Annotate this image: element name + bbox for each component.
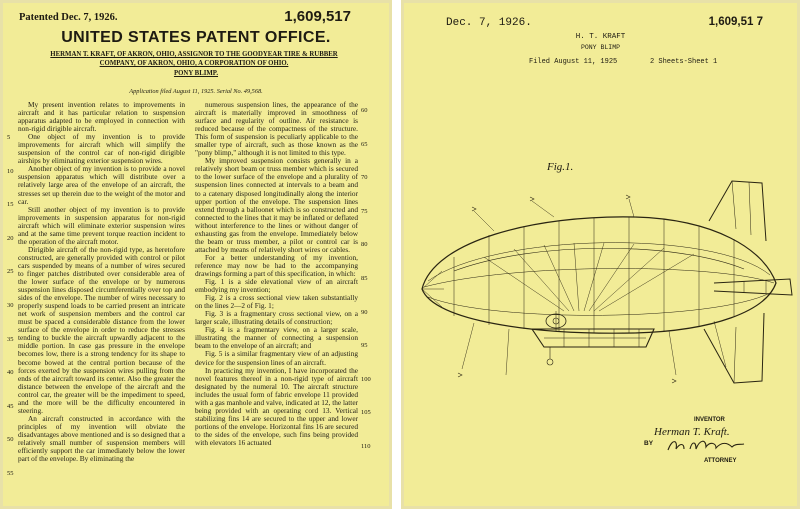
line-number: 90 xyxy=(361,308,368,316)
envelope-outline xyxy=(422,217,776,333)
horizontal-fin xyxy=(714,279,792,295)
paragraph: One object of my invention is to provide improvements for aircraft which will simplify the suspension of the control car of non-rigid dirigible airships by eliminating exterior suspension wires. xyxy=(18,132,185,166)
line-number: 105 xyxy=(361,409,371,417)
line-number: 95 xyxy=(361,342,368,350)
office-heading: UNITED STATES PATENT OFFICE. xyxy=(61,29,331,46)
line-number: 20 xyxy=(7,234,14,242)
paragraph: Fig. 3 is a fragmentary cross sectional view, on a larger scale, illustrating details of construction; xyxy=(195,309,358,327)
invention-title: PONY BLIMP. xyxy=(173,70,219,77)
line-number: 35 xyxy=(7,335,14,343)
drawing-date: Dec. 7, 1926. xyxy=(446,17,532,29)
line-number: 55 xyxy=(7,470,14,477)
line-number: 45 xyxy=(7,402,14,410)
paragraph: An aircraft constructed in accordance with the principles of my invention will obviate the disadvantages above mentioned and is so designed that a relatively small number of suspension members will efficiently support the car immediately below the lower part of the envelope. By eliminating the xyxy=(18,413,185,464)
line-number: 15 xyxy=(7,201,14,209)
patent-date: Patented Dec. 7, 1926. xyxy=(19,12,118,23)
line-number: 10 xyxy=(7,167,14,175)
paragraph: numerous suspension lines, the appearance of the aircraft is materially improved in smoothness of surface and regularity of outline. Air resistance is reduced because of the compactness of the structure. This form of suspension is peculiarly applicable to the smaller type of aircraft, such as those known as the "pony blimp," although it is not limited to this type. xyxy=(195,100,358,158)
control-car xyxy=(532,311,654,365)
filing-line: Application filed August 11, 1925. Serial No. 49,568. xyxy=(129,88,263,95)
by-label: BY xyxy=(644,440,654,447)
paragraph: Fig. 1 is a side elevational view of an aircraft embodying my invention; xyxy=(195,277,358,295)
line-number: 70 xyxy=(361,174,368,182)
drawing-filed-date: Filed August 11, 1925 xyxy=(529,58,618,66)
line-number: 80 xyxy=(361,241,368,249)
line-number: 100 xyxy=(361,375,371,383)
patent-number: 1,609,517 xyxy=(284,8,351,25)
figure-label: Fig.1. xyxy=(547,161,574,173)
paragraph: Another object of my invention is to provide a novel suspension apparatus which will distribute over a relatively large area of the envelope of an aircraft, the stresses set up therein due to the weight of the motor and car. xyxy=(18,164,185,206)
text-column-left xyxy=(18,101,185,463)
line-number: 50 xyxy=(7,436,14,444)
inventor-signature: Herman T. Kraft. xyxy=(654,426,730,438)
line-number: 65 xyxy=(361,140,368,148)
patent-drawing-page xyxy=(401,0,800,509)
paragraph: Still another object of my invention is to provide improvements in suspension apparatus for non-rigid aircraft which will eliminate exterior suspension wires and at the same time prevent torque reaction incident to the operation of the aircraft motor. xyxy=(18,204,185,246)
drawing-title: PONY BLIMP xyxy=(580,44,620,51)
drawing-patent-number: 1,609,51 7 xyxy=(708,16,763,28)
paragraph: My improved suspension consists generally in a relatively short beam or truss member which is secured to the lower surface of the envelope and a plurality of suspension lines connected at intervals to a beam and to a catenary disposed longitudinally along the interior upper portion of the envelope. The suspension lines extend through a balloonet which is so constructed and connected to the lines that it may be inflated or deflated without interference to the lines or without danger of exhausting gas from the envelope. Immediately below the beam or truss member, a pilot or control car is attached by means of relatively short wires or cables. xyxy=(195,156,358,254)
paragraph: Fig. 5 is a similar fragmentary view of an adjusting device for the suspension lines of an aircraft. xyxy=(195,349,358,367)
line-number: 40 xyxy=(7,369,14,377)
drawing-sheet-count: 2 Sheets-Sheet 1 xyxy=(650,58,718,66)
paragraph: For a better understanding of my invention, reference may now be had to the accompanying drawings forming a part of this specification, in which: xyxy=(195,252,358,278)
line-number: 5 xyxy=(7,134,11,141)
reference-marks xyxy=(458,195,676,383)
line-number: 85 xyxy=(361,275,368,282)
drawing-inventor-name: H. T. KRAFT xyxy=(575,33,626,41)
patent-text-page xyxy=(0,0,392,509)
paragraph: Fig. 2 is a cross sectional view taken substantially on the lines 2—2 of Fig. 1; xyxy=(195,293,358,311)
text-column-right xyxy=(195,101,358,447)
line-number: 75 xyxy=(361,207,368,215)
line-number: 25 xyxy=(7,268,14,276)
attorney-signature xyxy=(666,435,746,455)
paragraph: Dirigible aircraft of the non-rigid type, as heretofore constructed, are generally provided with control or pilot cars suspended by means of a number of wires secured to finger patches distributed over considerable area of the lower surface of the envelope or by numerous suspension lines disposed circumferentially over top and sides of the envelope. The number of wires necessary to properly suspend loads to be carried present an intricate net work of suspension members and the control car must be spaced a considerable distance from the lower surface of the envelope in order to reduce the stresses tending to buckle the aircraft upwardly adjacent to the middle portion. In case gas pressure in the envelope becomes low, there is a strong tendency for its shape to become bowed at the central portion because of the forces exerted by the suspension wires pulling from the ends of the aircraft toward its center. Also the greater the distance between the envelope of the aircraft and the control car, the greater will be the impediment to speed, and the more will be the difficulty encountered in steering. xyxy=(18,244,185,415)
blimp-side-elevation-drawing xyxy=(414,171,796,409)
paragraph: Fig. 4 is a fragmentary view, on a larger scale, illustrating the manner of connecting a suspension beam to the envelope of an aircraft; and xyxy=(195,325,358,351)
line-number: 60 xyxy=(361,107,368,114)
suspension-lines xyxy=(484,243,694,311)
inventor-label: INVENTOR xyxy=(694,417,725,423)
line-number: 30 xyxy=(7,302,14,309)
attorney-label: ATTORNEY xyxy=(704,458,737,464)
line-number: 110 xyxy=(361,443,371,450)
assignment-statement: HERMAN T. KRAFT, OF AKRON, OHIO, ASSIGNOR TO THE GOODYEAR TIRE & RUBBER COMPANY, OF AKRON, OHIO, A CORPORATION OF OHIO. xyxy=(50,51,338,67)
paragraph: My present invention relates to improvements in aircraft and it has particular relation to suspension apparatus adapted to be employed in connection with non-rigid dirigible aircraft. xyxy=(18,100,185,134)
paragraph: In practicing my invention, I have incorporated the novel features thereof in a non-rigid type of aircraft designated by the numeral 10. The aircraft structure includes the usual form of fabric envelope 11 provided with a gas manhole and valve, indicated at 12, the latter being provided with an operating cord 13. Vertical stabilizing fins 14 are secured to the upper and lower portions of the envelope. Horizontal fins 16 are secured to the sides of the envelope, such fins being provided with elevators 16 actuated xyxy=(195,365,358,447)
